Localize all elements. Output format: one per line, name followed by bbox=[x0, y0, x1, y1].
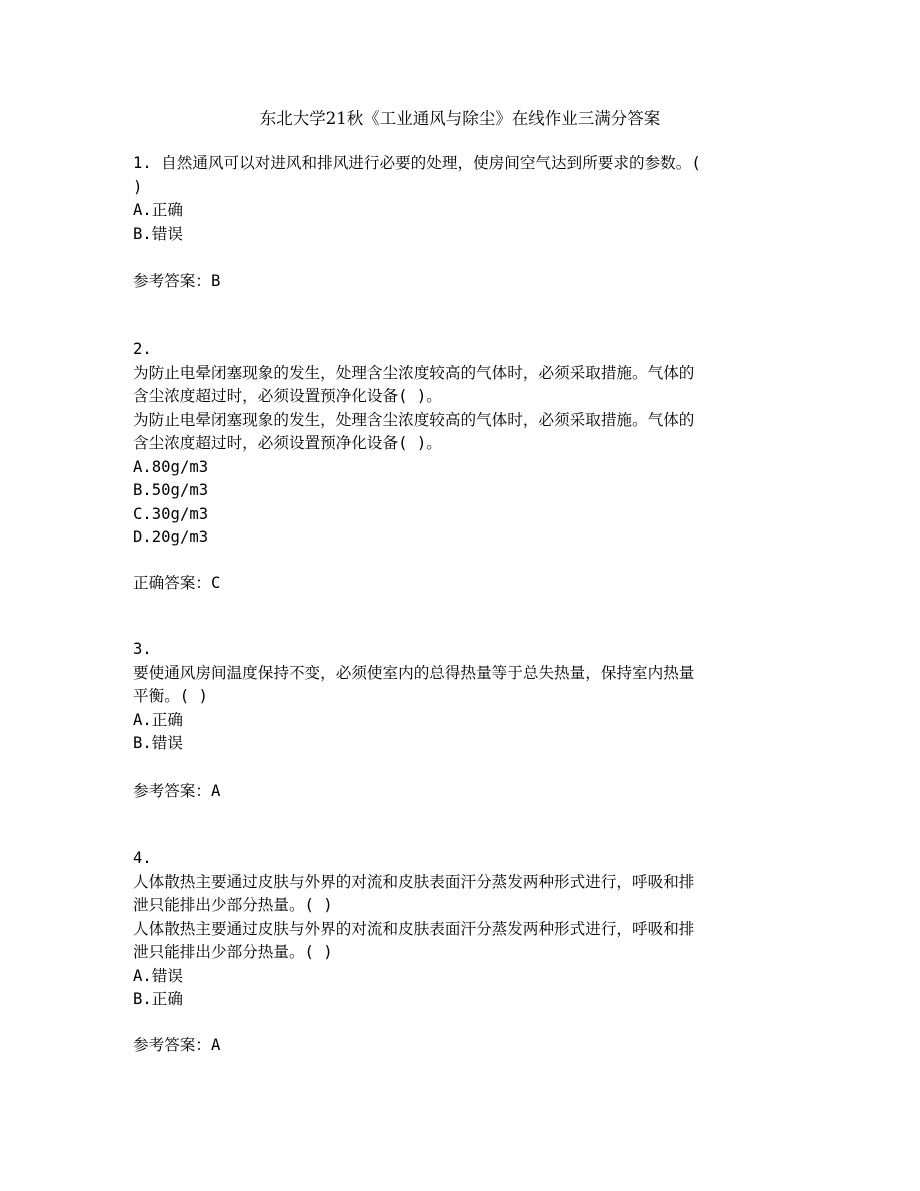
question-3-number: 3. bbox=[133, 640, 152, 658]
question-3-text-line: 平衡。( ) bbox=[133, 687, 208, 705]
question-2 bbox=[133, 338, 793, 550]
question-1-answer: 参考答案：B bbox=[133, 272, 221, 290]
question-2-option-c: C.30g/m3 bbox=[133, 504, 209, 523]
question-3 bbox=[133, 638, 793, 756]
question-3-option-b: B.错误 bbox=[133, 734, 183, 752]
question-2-number: 2. bbox=[133, 340, 152, 358]
question-1-text-line: ) bbox=[133, 177, 143, 196]
question-4-option-b: B.正确 bbox=[133, 990, 183, 1008]
question-4-answer: 参考答案：A bbox=[133, 1036, 221, 1054]
question-4-text-line: 泄只能排出少部分热量。( ) bbox=[133, 943, 333, 961]
question-1-option-a: A.正确 bbox=[133, 201, 183, 219]
question-3-answer: 参考答案：A bbox=[133, 782, 221, 800]
question-1-text-line: 1. 自然通风可以对进风和排风进行必要的处理，使房间空气达到所要求的参数。( bbox=[133, 154, 701, 172]
question-4-option-a: A.错误 bbox=[133, 966, 183, 985]
question-1-option-b: B.错误 bbox=[133, 224, 183, 243]
question-1 bbox=[133, 152, 793, 246]
question-3-option-a: A.正确 bbox=[133, 710, 183, 729]
question-3-text-line: 要使通风房间温度保持不变，必须使室内的总得热量等于总失热量，保持室内热量 bbox=[133, 663, 695, 682]
question-2-text-line: 为防止电晕闭塞现象的发生，处理含尘浓度较高的气体时，必须采取措施。气体的 bbox=[133, 363, 695, 382]
document-title: 东北大学21秋《工业通风与除尘》在线作业三满分答案 bbox=[259, 109, 661, 128]
question-2-text-line: 含尘浓度超过时，必须设置预净化设备( )。 bbox=[133, 434, 442, 452]
question-4 bbox=[133, 847, 793, 1012]
question-2-answer: 正确答案：C bbox=[133, 574, 221, 592]
question-4-text-line: 泄只能排出少部分热量。( ) bbox=[133, 896, 333, 914]
question-4-number: 4. bbox=[133, 849, 152, 867]
question-4-text-line: 人体散热主要通过皮肤与外界的对流和皮肤表面汗分蒸发两种形式进行，呼吸和排 bbox=[133, 872, 695, 891]
question-4-text-line: 人体散热主要通过皮肤与外界的对流和皮肤表面汗分蒸发两种形式进行，呼吸和排 bbox=[133, 919, 695, 938]
question-2-option-a: A.80g/m3 bbox=[133, 457, 209, 476]
question-2-text-line: 含尘浓度超过时，必须设置预净化设备( )。 bbox=[133, 387, 442, 405]
question-2-text-line: 为防止电晕闭塞现象的发生，处理含尘浓度较高的气体时，必须采取措施。气体的 bbox=[133, 410, 695, 429]
question-2-option-d: D.20g/m3 bbox=[133, 528, 209, 546]
question-2-option-b: B.50g/m3 bbox=[133, 481, 209, 499]
